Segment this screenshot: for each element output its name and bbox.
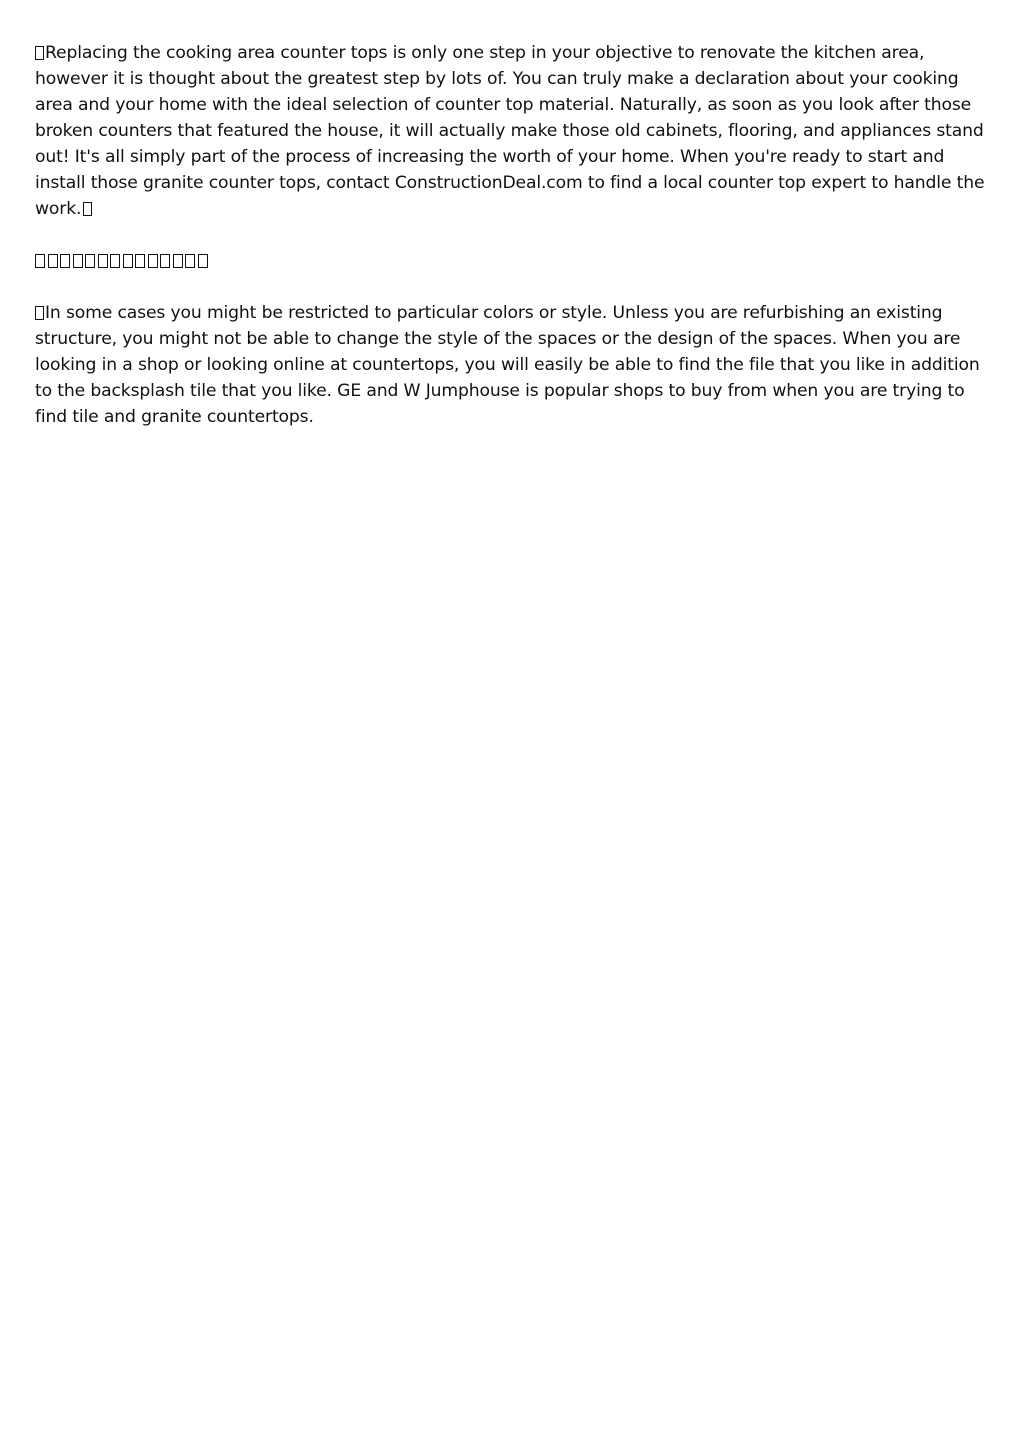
missing-glyph-box xyxy=(148,254,158,268)
missing-glyph-box xyxy=(73,254,83,268)
paragraph-2-text: In some cases you might be restricted to particular colors or style. Unless you are refurbishing an existing structure, you might not be able to change the style of the spaces or the design of the spaces. When you are looking in a shop or looking online at countertops, you will easily be able to find the file that you like in addition to the backsplash tile that you like. GE and W Jumphouse is popular shops to buy from when you are trying to find tile and granite countertops. xyxy=(35,303,980,427)
paragraph-countertops-renovation xyxy=(35,40,993,222)
missing-glyph-box xyxy=(98,254,108,268)
missing-glyph-box xyxy=(85,254,95,268)
missing-glyph-box xyxy=(48,254,58,268)
missing-glyph-box xyxy=(35,306,44,320)
paragraph-colors-style xyxy=(35,300,993,430)
missing-glyph-box xyxy=(185,254,195,268)
missing-glyph-box xyxy=(60,254,70,268)
missing-glyph-row xyxy=(35,248,993,274)
missing-glyph-box xyxy=(135,254,145,268)
missing-glyph-box xyxy=(173,254,183,268)
document-page xyxy=(35,40,993,430)
missing-glyph-box xyxy=(160,254,170,268)
missing-glyph-box xyxy=(198,254,208,268)
missing-glyph-box xyxy=(35,46,44,60)
missing-glyph-box xyxy=(123,254,133,268)
missing-glyph-box xyxy=(35,254,45,268)
paragraph-1-text: Replacing the cooking area counter tops is only one step in your objective to renovate the kitchen area, however it is thought about the greatest step by lots of. You can truly make a declaration about your cooking area and your home with the ideal selection of counter top material. Naturally, as soon as you look after those broken counters that featured the house, it will actually make those old cabinets, flooring, and appliances stand out! It's all simply part of the process of increasing the worth of your home. When you're ready to start and install those granite counter tops, contact ConstructionDeal.com to find a local counter top expert to handle the work. xyxy=(35,43,985,219)
missing-glyph-box xyxy=(110,254,120,268)
missing-glyph-box xyxy=(83,202,92,216)
